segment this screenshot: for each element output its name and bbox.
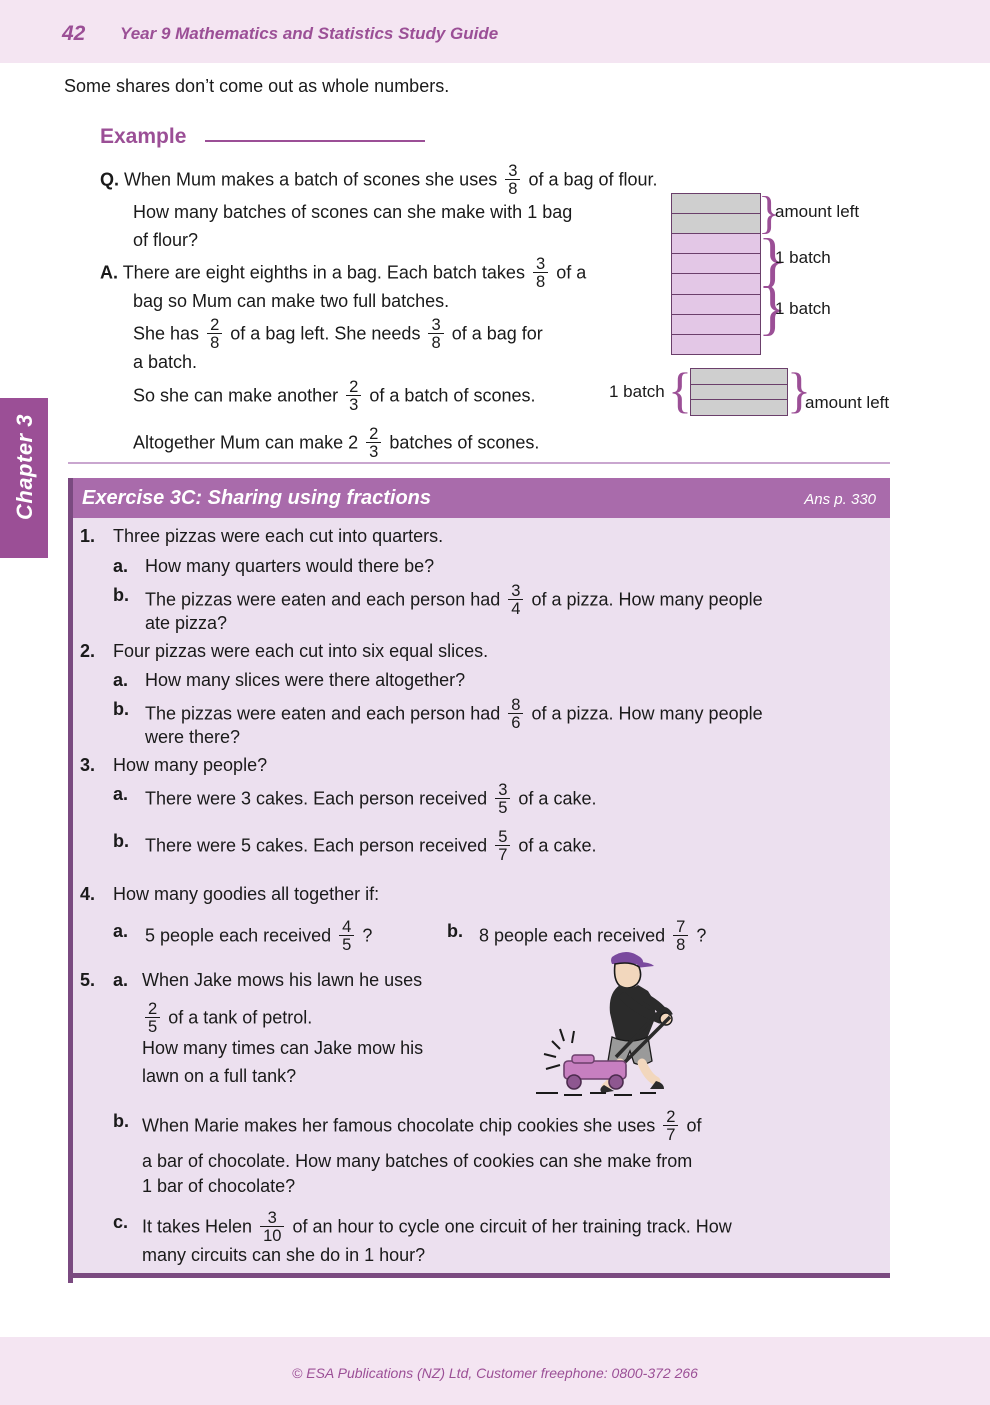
question-4a-letter: a. bbox=[113, 921, 129, 941]
bar-segment bbox=[671, 334, 761, 356]
example-answer-line-3 bbox=[133, 316, 693, 352]
footer-text: © ESA Publications (NZ) Ltd, Customer freephone: 0800-372 266 bbox=[292, 1365, 698, 1381]
brace-amount-left: } bbox=[758, 187, 781, 238]
question-1b-text: The pizzas were eaten and each person had $\frac{3}{4}$ of a pizza. How many people bbox=[145, 581, 763, 619]
bar-segment bbox=[671, 273, 761, 295]
answer-text-c: She has bbox=[133, 323, 200, 344]
question-3a-text: There were 3 cakes. Each person received $\frac{3}{5}$ of a cake. bbox=[145, 780, 597, 818]
fraction-3-4: $\frac{3}{4}$ bbox=[508, 582, 523, 618]
bar-segment bbox=[671, 314, 761, 336]
brace-batch-2: } bbox=[758, 275, 787, 341]
chapter-tab bbox=[0, 398, 48, 558]
question-3-number: 3. bbox=[80, 755, 96, 775]
question-text-a: When Mum makes a batch of scones she uses bbox=[124, 169, 498, 190]
example-question-line-1 bbox=[100, 162, 660, 198]
question-2-number: 2. bbox=[80, 641, 96, 661]
brace-left: { bbox=[668, 362, 692, 418]
intro-text: Some shares don’t come out as whole numbers. bbox=[64, 76, 450, 96]
fraction-3-8-b: $\frac{3}{8}$ bbox=[533, 255, 548, 291]
question-5b-text: When Marie makes her famous chocolate chip cookies she uses $\frac{2}{7}$ of bbox=[142, 1107, 702, 1145]
question-5c-text: It takes Helen $\frac{3}{10}$ of an hour to cycle one circuit of her training track. How bbox=[142, 1208, 732, 1246]
question-tag: Q. bbox=[100, 169, 120, 190]
question-2a-text: How many slices were there altogether? bbox=[145, 670, 466, 690]
question-5a-line4: lawn on a full tank? bbox=[142, 1066, 297, 1086]
exercise-divider bbox=[68, 462, 890, 464]
fraction-8-6: $\frac{8}{6}$ bbox=[508, 696, 523, 732]
question-5a-line3: How many times can Jake mow his bbox=[142, 1038, 424, 1058]
example-question-line-3: of flour? bbox=[133, 230, 199, 250]
fraction-2-3-b: $\frac{2}{3}$ bbox=[366, 425, 381, 461]
question-2b-text-line2: were there? bbox=[145, 727, 241, 747]
exercise-title: Exercise 3C: Sharing using fractions bbox=[82, 487, 431, 509]
fraction-3-5: $\frac{3}{5}$ bbox=[495, 781, 510, 817]
question-4b-text: 8 people each received $\frac{7}{8}$ ? bbox=[479, 917, 707, 955]
bar-segment bbox=[671, 233, 761, 255]
question-3b-letter: b. bbox=[113, 831, 129, 851]
flour-bag-diagram bbox=[671, 193, 761, 354]
bar-segment bbox=[671, 253, 761, 275]
bar-segment bbox=[671, 294, 761, 316]
fraction-2-3: $\frac{2}{3}$ bbox=[346, 378, 361, 414]
example-answer-line-1 bbox=[100, 255, 660, 291]
question-3a-letter: a. bbox=[113, 784, 129, 804]
fraction-4-5: $\frac{4}{5}$ bbox=[339, 918, 354, 954]
answer-text-a: There are eight eighths in a bag. Each batch takes bbox=[122, 262, 525, 283]
fraction-3-8: $\frac{3}{8}$ bbox=[505, 162, 520, 198]
fraction-5-7: $\frac{5}{7}$ bbox=[495, 828, 510, 864]
answer-text-g: of a batch of scones. bbox=[369, 385, 536, 406]
lawn-mower-illustration bbox=[520, 945, 700, 1105]
fraction-2-8: $\frac{2}{8}$ bbox=[207, 316, 222, 352]
question-1a-letter: a. bbox=[113, 556, 129, 576]
example-answer-line-2: bag so Mum can make two full batches. bbox=[133, 291, 450, 311]
question-5b-line2: a bar of chocolate. How many batches of cookies can she make from bbox=[142, 1151, 693, 1171]
exercise-left-edge bbox=[68, 478, 73, 1283]
fraction-7-8: $\frac{7}{8}$ bbox=[673, 918, 688, 954]
page-number: 42 bbox=[62, 22, 86, 45]
batch-diagram bbox=[690, 368, 788, 415]
question-5b-letter: b. bbox=[113, 1111, 129, 1131]
question-4-number: 4. bbox=[80, 884, 96, 904]
exercise-answers-ref: Ans p. 330 bbox=[804, 491, 876, 508]
bar-segment bbox=[690, 399, 788, 416]
chapter-tab-label: Chapter 3 bbox=[12, 414, 37, 520]
label-1-batch-left: 1 batch bbox=[609, 382, 665, 401]
answer-text-i: batches of scones. bbox=[389, 432, 540, 453]
example-heading: Example bbox=[100, 125, 187, 148]
book-title: Year 9 Mathematics and Statistics Study Guide bbox=[120, 24, 499, 43]
question-5b-line3: 1 bar of chocolate? bbox=[142, 1176, 296, 1196]
bar-segment bbox=[690, 384, 788, 401]
question-5-number: 5. bbox=[80, 970, 96, 990]
question-1a-text: How many quarters would there be? bbox=[145, 556, 435, 576]
question-2b-text: The pizzas were eaten and each person had $\frac{8}{6}$ of a pizza. How many people bbox=[145, 695, 763, 733]
question-4a-text: 5 people each received $\frac{4}{5}$ ? bbox=[145, 917, 373, 955]
label-amount-left-2: amount left bbox=[805, 393, 890, 412]
brace-batch-1: } bbox=[758, 227, 787, 293]
answer-tag: A. bbox=[100, 262, 118, 283]
question-5c-line2: many circuits can she do in 1 hour? bbox=[142, 1245, 426, 1265]
example-answer-line-5 bbox=[133, 378, 673, 414]
label-batch-1: 1 batch bbox=[775, 248, 831, 267]
bar-segment bbox=[671, 213, 761, 235]
question-text-b: of a bag of flour. bbox=[528, 169, 658, 190]
example-answer-line-4: a batch. bbox=[133, 352, 198, 372]
example-rule bbox=[205, 140, 425, 142]
page-header bbox=[0, 0, 990, 63]
question-1-number: 1. bbox=[80, 526, 96, 546]
label-batch-2: 1 batch bbox=[775, 299, 831, 318]
answer-text-b: of a bbox=[556, 262, 587, 283]
example-answer-line-6 bbox=[133, 425, 673, 461]
bar-segment bbox=[671, 193, 761, 215]
question-5c-letter: c. bbox=[113, 1212, 129, 1232]
question-3b-text: There were 5 cakes. Each person received $\frac{5}{7}$ of a cake. bbox=[145, 827, 597, 865]
question-5a-letter: a. bbox=[113, 970, 129, 990]
example-question-line-2: How many batches of scones can she make with 1 bag bbox=[133, 202, 573, 222]
answer-text-d: of a bag left. She needs bbox=[230, 323, 421, 344]
answer-text-f: So she can make another bbox=[133, 385, 339, 406]
fraction-2-7: $\frac{2}{7}$ bbox=[663, 1108, 678, 1144]
label-amount-left: amount left bbox=[775, 202, 860, 221]
fraction-3-10: $\frac{3}{10}$ bbox=[260, 1209, 284, 1245]
fraction-2-5: $\frac{2}{5}$ bbox=[145, 1000, 160, 1036]
exercise-header bbox=[68, 478, 890, 518]
question-1-stem: Three pizzas were each cut into quarters. bbox=[113, 526, 444, 546]
question-5a-line2: $\frac{2}{5}$ of a tank of petrol. bbox=[142, 1000, 562, 1036]
answer-text-h: Altogether Mum can make 2 bbox=[133, 432, 359, 453]
question-4-stem: How many goodies all together if: bbox=[113, 884, 380, 904]
question-3-stem: How many people? bbox=[113, 755, 268, 775]
question-1b-letter: b. bbox=[113, 585, 129, 605]
bar-segment bbox=[690, 368, 788, 385]
answer-text-e: of a bag for bbox=[451, 323, 543, 344]
question-5a-line1: When Jake mows his lawn he uses bbox=[142, 970, 423, 990]
question-2-stem: Four pizzas were each cut into six equal slices. bbox=[113, 641, 489, 661]
question-4b-letter: b. bbox=[447, 921, 463, 941]
fraction-3-8-c: $\frac{3}{8}$ bbox=[428, 316, 443, 352]
question-1b-text-line2: ate pizza? bbox=[145, 613, 228, 633]
brace-right: } bbox=[787, 362, 811, 418]
question-2a-letter: a. bbox=[113, 670, 129, 690]
question-2b-letter: b. bbox=[113, 699, 129, 719]
